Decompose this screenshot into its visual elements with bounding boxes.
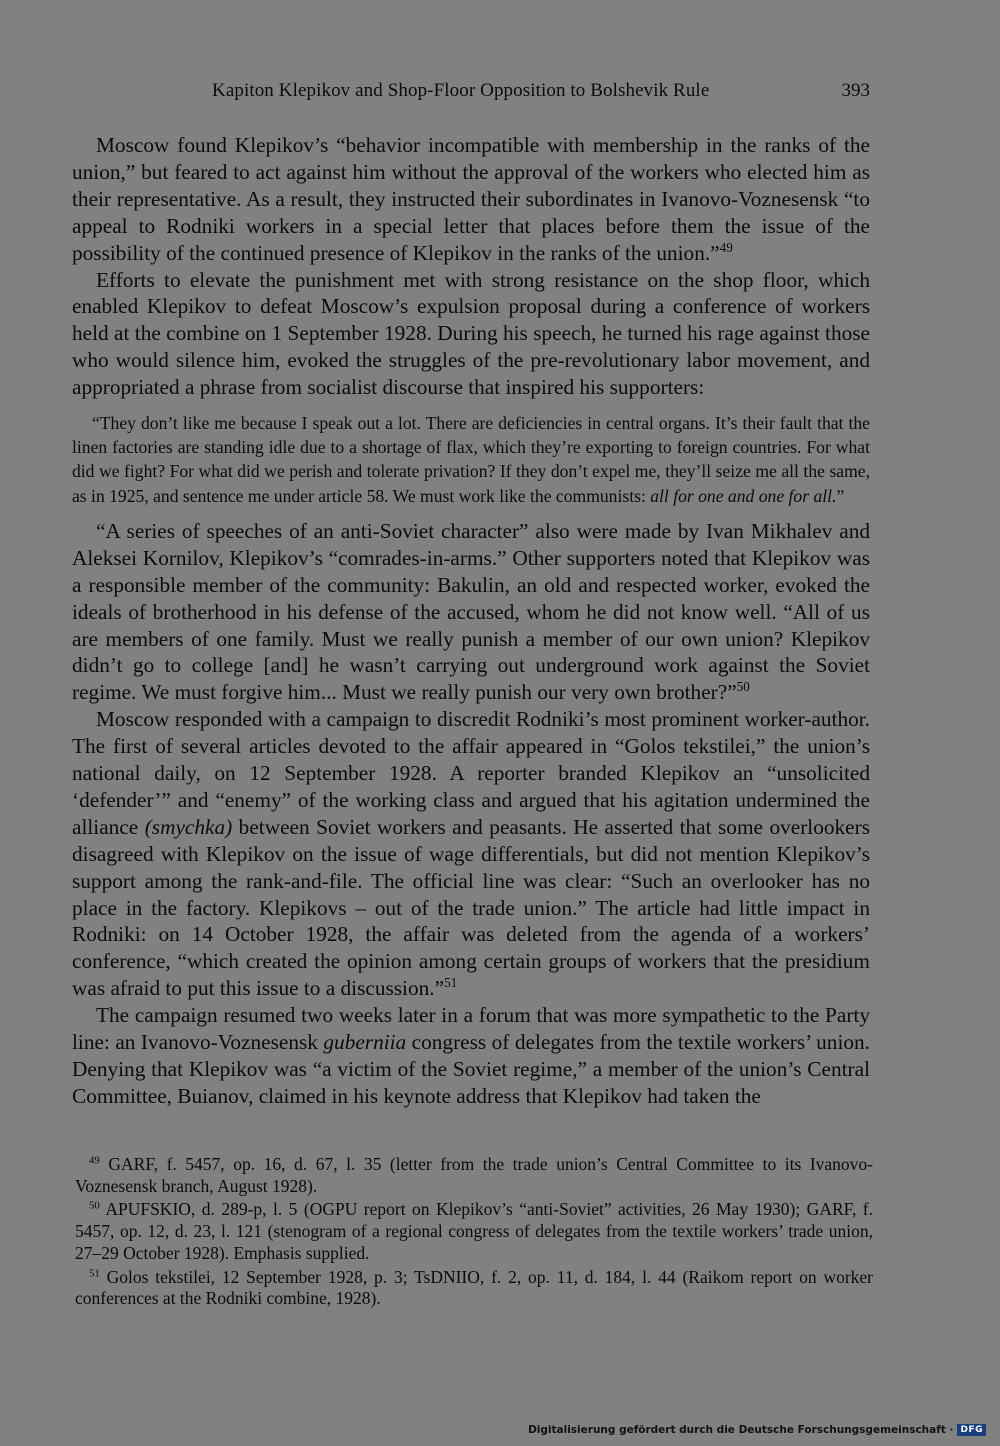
footnote-ref-51: 51 (444, 975, 458, 991)
paragraph-2: Efforts to elevate the punishment met with strong resistance on the shop floor, which enabled Klepikov to defeat Moscow’s expulsion proposal during a conference of workers held at the combine on 1 September 1928. During his speech, he turned his rage against those who would silence him, evoked the struggles of the pre-revolutionary labor movement, and appropriated a phrase from socialist discourse that inspired his supporters: (72, 267, 870, 400)
footnotes (75, 1154, 873, 1312)
footnote-50: $^{50}$ APUFSKIO, d. 289-p, l. 5 (OGPU report on Klepikov’s “anti-Soviet” activities, 26 May 1930); GARF, f. 5457, op. 12, d. 23, l. 121 (stenogram of a regional congress of delegates from the textile workers’ trade union, 27–29 October 1928). Emphasis supplied. (75, 1199, 873, 1263)
paragraph-4: Moscow responded with a campaign to discredit Rodniki’s most prominent worker-author. The first of several articles devoted to the affair appeared in “Golos tekstilei,” the union’s national daily, on 12 September 1928. A reporter branded Klepikov an “unsolicited ‘defender’” and “enemy” of the working class and argued that his agitation undermined the alliance (smychka) between Soviet workers and peasants. He asserted that some overlookers disagreed with Klepikov on the issue of wage differentials, but did not mention Klepikov’s support among the rank-and-file. The official line was clear: “Such an overlooker has no place in the factory. Klepikovs – out of the trade union.” The article had little impact in Rodniki: on 14 October 1928, the affair was deleted from the agenda of a workers’ conference, “which created the opinion among certain groups of workers that the presidium was afraid to put this issue to a discussion.”$^{51}$ (72, 707, 870, 1001)
paragraph-1: Moscow found Klepikov’s “behavior incompatible with membership in the ranks of the union,” but feared to act against him without the approval of the workers who elected him as their representative. As a result, they instructed their subordinates in Ivanovo-Voznesensk “to appeal to Rodniki workers in a special letter that places before them the issue of the possibility of the continued presence of Klepikov in the ranks of the union.”$^{49}$ (72, 133, 870, 265)
main-text (72, 132, 870, 1110)
running-title: Kapiton Klepikov and Shop-Floor Opposition to Bolshevik Rule (212, 80, 710, 101)
page-number: 393 (841, 80, 870, 101)
footnote-ref-49: 49 (719, 239, 733, 255)
digitization-banner (528, 1424, 986, 1436)
running-header (72, 80, 870, 110)
block-quote: “They don’t like me because I speak out a lot. There are deficiencies in central organs. It’s their fault that the linen factories are standing idle due to a shortage of flax, which they’re exporting to foreign countries. For what did we fight? For what did we perish and tolerate privation? If they don’t expel me, they’ll seize me all the same, as in 1925, and sentence me under article 58. We must work like the communists: all for one and one for all.” (72, 413, 870, 506)
footnote-49: $^{49}$ GARF, f. 5457, op. 16, d. 67, l. 35 (letter from the trade union’s Central Committee to its Ivanovo-Voznesensk branch, August 1928). (75, 1154, 873, 1196)
footnote-ref-50: 50 (736, 679, 750, 695)
footnote-51: $^{51}$ Golos tekstilei, 12 September 1928, p. 3; TsDNIIO, f. 2, op. 11, d. 184, l. 44 (Raikom report on worker conferences at the Rodniki combine, 1928). (75, 1266, 873, 1309)
quote-emphasis: all for one and one for all. (650, 485, 837, 506)
paragraph-3: “A series of speeches of an anti-Soviet character” also were made by Ivan Mikhalev and Aleksei Kornilov, Klepikov’s “comrades-in-arms.” Other supporters noted that Klepikov was a responsible member of the community: Bakulin, an old and respected worker, evoked the ideals of brotherhood in his defense of the accused, whom he did not know well. “All of us are members of one family. Must we really punish a member of our own union? Klepikov didn’t go to college [and] he wasn’t carrying out underground work against the Soviet regime. We must forgive him... Must we really punish our very own brother?”$^{50}$ (72, 518, 870, 705)
dfg-logo: DFG (957, 1424, 986, 1436)
smychka-term: (smychka) (144, 814, 233, 839)
paragraph-5: The campaign resumed two weeks later in a forum that was more sympathetic to the Party line: an Ivanovo-Voznesensk guberniia congress of delegates from the textile workers’ union. Denying that Klepikov was “a victim of the Soviet regime,” a member of the union’s Central Committee, Buianov, claimed in his keynote address that Klepikov had taken the (72, 1003, 870, 1108)
guberniia-term: guberniia (323, 1030, 407, 1055)
funding-note: Digitalisierung gefördert durch die Deutsche Forschungsgemeinschaft · (528, 1424, 954, 1436)
